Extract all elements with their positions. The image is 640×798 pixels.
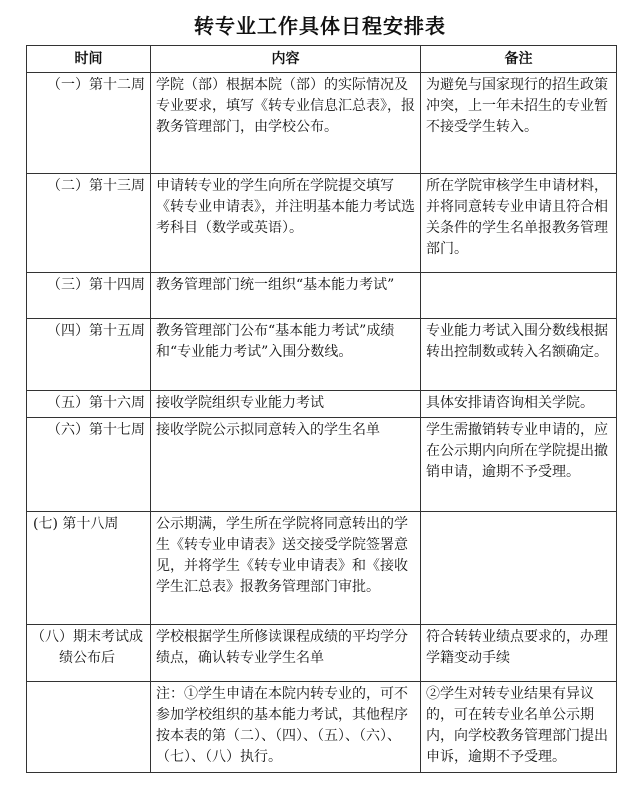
row-content: 学校根据学生所修读课程成绩的平均学分绩点，确认转专业学生名单 (151, 625, 421, 682)
header-content: 内容 (151, 46, 421, 73)
table-row (27, 319, 617, 391)
row-time: （二）第十三周 (27, 174, 151, 273)
row-time: (七) 第十八周 (27, 512, 151, 625)
row-footnote-1: 注：①学生申请在本院内转专业的，可不参加学校组织的基本能力考试，其他程序按本表的第（二）、（四）、（五）、（六）、（七）、（八）执行。 (151, 682, 421, 773)
row-note: 具体安排请咨询相关学院。 (421, 391, 617, 418)
schedule-table (26, 45, 617, 512)
row-content: 公示期满，学生所在学院将同意转出的学生《转专业申请表》送交接受学院签署意见，并将学生《转专业申请表》和《接收学生汇总表》报教务管理部门审批。 (151, 512, 421, 625)
table-row (27, 625, 617, 682)
table-row (27, 73, 617, 174)
table-row (27, 174, 617, 273)
row-footnote-2: ②学生对转专业结果有异议的，可在转专业名单公示期内，向学校教务管理部门提出申诉，逾期不予受理。 (421, 682, 617, 773)
row-note: 所在学院审核学生申请材料，并将同意转专业申请且符合相关条件的学生名单报教务管理部门。 (421, 174, 617, 273)
row-note: 专业能力考试入围分数线根据转出控制数或转入名额确定。 (421, 319, 617, 391)
row-note: 学生需撤销转专业申请的，应在公示期内向所在学院提出撤销申请，逾期不予受理。 (421, 418, 617, 512)
page-title: 转专业工作具体日程安排表 (194, 14, 446, 38)
table-row (27, 512, 617, 625)
row-time (27, 682, 151, 773)
row-content: 教务管理部门公布“基本能力考试”成绩和“专业能力考试”入围分数线。 (151, 319, 421, 391)
table-row (27, 391, 617, 418)
row-content: 接收学院组织专业能力考试 (151, 391, 421, 418)
header-time: 时间 (27, 46, 151, 73)
row-time: （四）第十五周 (27, 319, 151, 391)
row-note (421, 512, 617, 625)
row-time: （八）期末考试成绩公布后 (27, 625, 151, 682)
row-content: 学院（部）根据本院（部）的实际情况及专业要求，填写《转专业信息汇总表》，报教务管理部门，由学校公布。 (151, 73, 421, 174)
table-row (27, 682, 617, 773)
schedule-table-continued (26, 511, 617, 773)
row-note: 符合转转业绩点要求的，办理学籍变动手续 (421, 625, 617, 682)
row-time: （六）第十七周 (27, 418, 151, 512)
row-time: （五）第十六周 (27, 391, 151, 418)
row-content: 接收学院公示拟同意转入的学生名单 (151, 418, 421, 512)
header-note: 备注 (421, 46, 617, 73)
row-time: （一）第十二周 (27, 73, 151, 174)
table-row (27, 418, 617, 512)
row-content: 教务管理部门统一组织“基本能力考试” (151, 273, 421, 319)
row-time: （三）第十四周 (27, 273, 151, 319)
table-header-row (27, 46, 617, 73)
row-note: 为避免与国家现行的招生政策冲突，上一年未招生的专业暂不接受学生转入。 (421, 73, 617, 174)
row-note (421, 273, 617, 319)
row-content: 申请转专业的学生向所在学院提交填写《转专业申请表》，并注明基本能力考试选考科目（数学或英语）。 (151, 174, 421, 273)
table-row (27, 273, 617, 319)
